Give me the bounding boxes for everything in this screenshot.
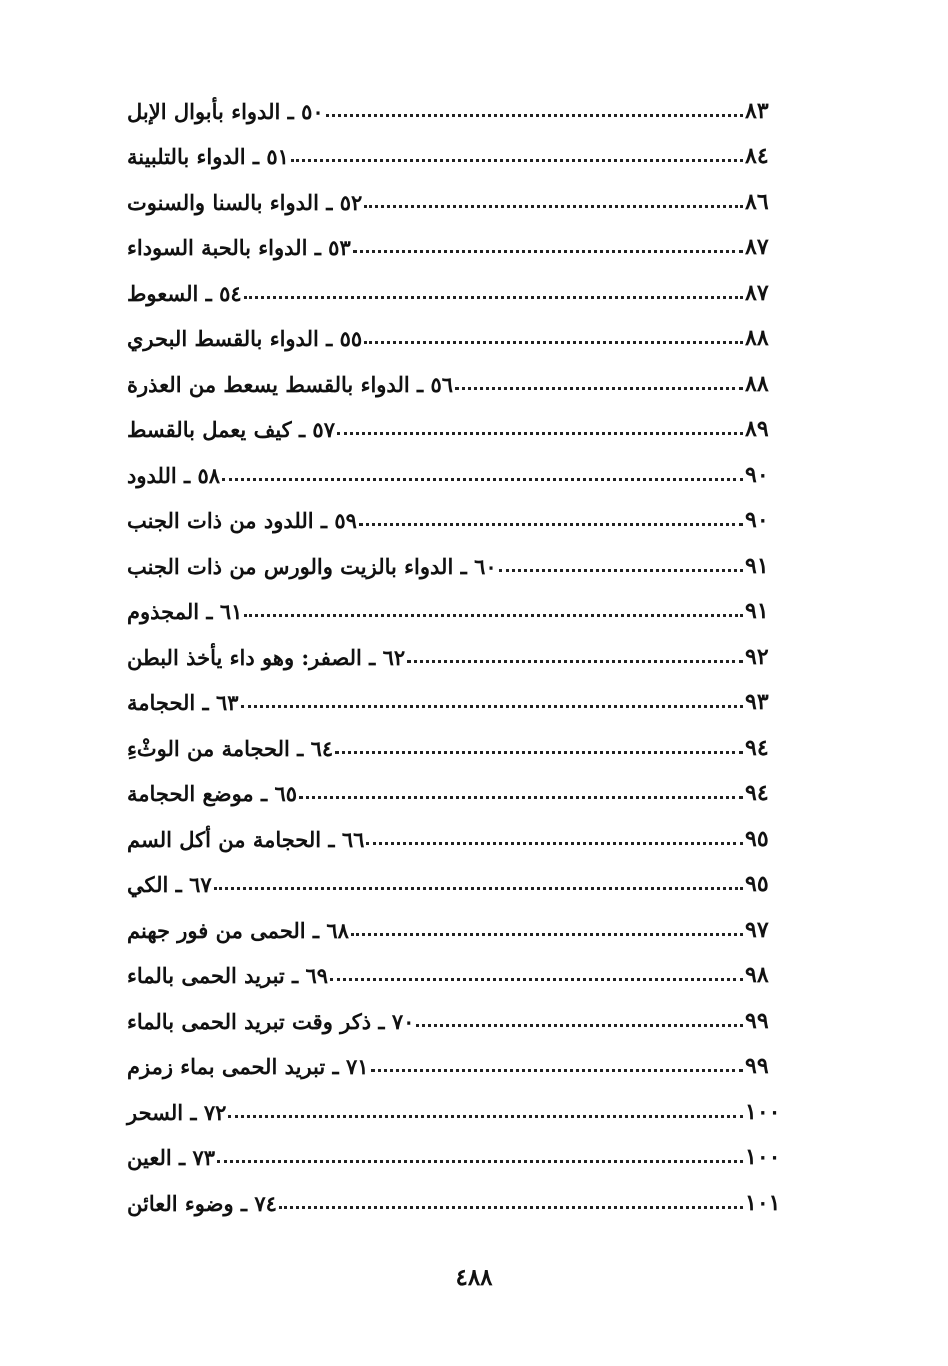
dot-leader [330, 977, 743, 981]
toc-entry-page: ٩٢ [745, 643, 769, 670]
dot-leader [228, 1114, 743, 1118]
toc-entry [125, 715, 815, 761]
dot-leader [407, 659, 743, 663]
toc-entry [125, 579, 815, 625]
toc-entry-page: ١٠٠ [745, 1098, 781, 1125]
toc-entry-page: ٩٩ [745, 1007, 769, 1034]
toc-entry-page: ٩٠ [745, 461, 769, 488]
dot-leader [416, 1023, 743, 1027]
toc-entry-title: ٦٥ ـ موضع الحجامة [127, 781, 298, 806]
dot-leader [366, 841, 743, 845]
toc-entry [125, 397, 815, 443]
toc-entry [125, 124, 815, 170]
toc-entry-page: ٩٥ [745, 825, 769, 852]
toc-entry-page: ١٠١ [745, 1189, 781, 1216]
toc-entry [125, 169, 815, 215]
toc-entry-page: ١٠٠ [745, 1144, 781, 1170]
toc-entry-title: ٦٧ ـ الكي [127, 872, 212, 897]
dot-leader [217, 1159, 743, 1163]
dot-leader [241, 704, 743, 708]
toc-entry-title: ٥٠ ـ الدواء بأبوال الإبل [127, 98, 324, 124]
toc-entry-page: ٨٩ [745, 416, 769, 442]
dot-leader [455, 386, 743, 390]
toc-entry-title: ٦١ ـ المجذوم [127, 599, 243, 624]
toc-entry [125, 1079, 815, 1125]
page-number: ٤٨٨ [455, 1264, 493, 1291]
dot-leader [326, 113, 743, 117]
dot-leader [337, 431, 743, 435]
toc-entry-page: ٨٧ [745, 279, 769, 306]
toc-entry-title: ٦٦ ـ الحجامة من أكل السم [127, 826, 365, 852]
dot-leader [351, 932, 743, 936]
toc-entry [125, 78, 815, 124]
toc-entry-title: ٥٨ ـ اللدود [127, 462, 221, 488]
toc-entry-title: ٧٤ ـ وضوء العائن [127, 1190, 277, 1216]
toc-entry-page: ٨٧ [745, 234, 769, 260]
toc-entry [125, 306, 815, 352]
dot-leader [291, 158, 743, 162]
toc-entry-page: ٨٣ [745, 97, 769, 124]
dot-leader [244, 295, 743, 299]
toc-entry-title: ٦٩ ـ تبريد الحمى بالماء [127, 963, 329, 988]
toc-entry-title: ٥٣ ـ الدواء بالحبة السوداء [127, 235, 351, 260]
toc-entry-page: ٩٣ [745, 689, 769, 715]
toc-entry-title: ٥٦ ـ الدواء بالقسط يسعط من العذرة [127, 371, 454, 397]
toc-entry-page: ٩٠ [745, 507, 769, 533]
toc-entry-title: ٦٢ ـ الصفر: وهو داء يأخذ البطن [127, 644, 406, 670]
dot-leader [353, 249, 743, 253]
toc-entry-page: ٨٦ [745, 188, 769, 215]
dot-leader [499, 568, 743, 572]
dot-leader [244, 613, 743, 617]
table-of-contents [125, 78, 815, 1216]
toc-entry-page: ٩١ [745, 552, 769, 579]
dot-leader [364, 340, 743, 344]
toc-entry-title: ٧١ ـ تبريد الحمى بماء زمزم [127, 1054, 369, 1079]
toc-entry-page: ٨٤ [745, 143, 769, 169]
toc-entry [125, 806, 815, 852]
dot-leader [364, 204, 743, 208]
toc-entry [125, 1034, 815, 1080]
toc-entry-title: ٥٢ ـ الدواء بالسنا والسنوت [127, 189, 363, 215]
toc-entry-page: ٩٧ [745, 916, 769, 943]
toc-entry-title: ٥٤ ـ السعوط [127, 280, 242, 306]
toc-entry-page: ٩٩ [745, 1053, 769, 1079]
toc-entry-title: ٦٤ ـ الحجامة من الوثْءِ [127, 735, 334, 761]
toc-entry [125, 488, 815, 534]
dot-leader [214, 886, 743, 890]
toc-entry [125, 761, 815, 807]
toc-entry-page: ٨٨ [745, 370, 769, 397]
toc-entry-page: ٩٨ [745, 962, 769, 988]
dot-leader [359, 522, 743, 526]
toc-entry-title: ٧٠ ـ ذكر وقت تبريد الحمى بالماء [127, 1008, 415, 1034]
toc-entry-title: ٦٣ ـ الحجامة [127, 690, 239, 715]
toc-entry [125, 1170, 815, 1216]
toc-entry-title: ٥٥ ـ الدواء بالقسط البحري [127, 326, 363, 351]
toc-entry [125, 442, 815, 488]
toc-entry [125, 624, 815, 670]
toc-entry-title: ٥٩ ـ اللدود من ذات الجنب [127, 508, 357, 533]
dot-leader [299, 795, 743, 799]
dot-leader [279, 1205, 743, 1209]
toc-entry [125, 215, 815, 261]
toc-entry [125, 897, 815, 943]
toc-entry-page: ٨٨ [745, 325, 769, 351]
toc-entry [125, 988, 815, 1034]
toc-entry-title: ٥٧ ـ كيف يعمل بالقسط [127, 417, 335, 442]
toc-entry-title: ٦٠ ـ الدواء بالزيت والورس من ذات الجنب [127, 553, 497, 579]
toc-entry-page: ٩٥ [745, 871, 769, 897]
toc-entry [125, 351, 815, 397]
toc-entry-page: ٩٤ [745, 734, 769, 761]
toc-entry [125, 1125, 815, 1171]
dot-leader [335, 750, 743, 754]
dot-leader [371, 1068, 743, 1072]
toc-entry-page: ٩٤ [745, 780, 769, 806]
toc-entry-title: ٧٢ ـ السحر [127, 1099, 227, 1125]
toc-entry-title: ٦٨ ـ الحمى من فور جهنم [127, 917, 349, 943]
toc-entry [125, 533, 815, 579]
toc-entry-title: ٥١ ـ الدواء بالتلبينة [127, 144, 289, 169]
toc-entry [125, 943, 815, 989]
dot-leader [222, 477, 743, 481]
toc-entry [125, 852, 815, 898]
toc-entry [125, 260, 815, 306]
toc-entry-page: ٩١ [745, 598, 769, 624]
toc-entry-title: ٧٣ ـ العين [127, 1145, 216, 1170]
toc-entry [125, 670, 815, 716]
